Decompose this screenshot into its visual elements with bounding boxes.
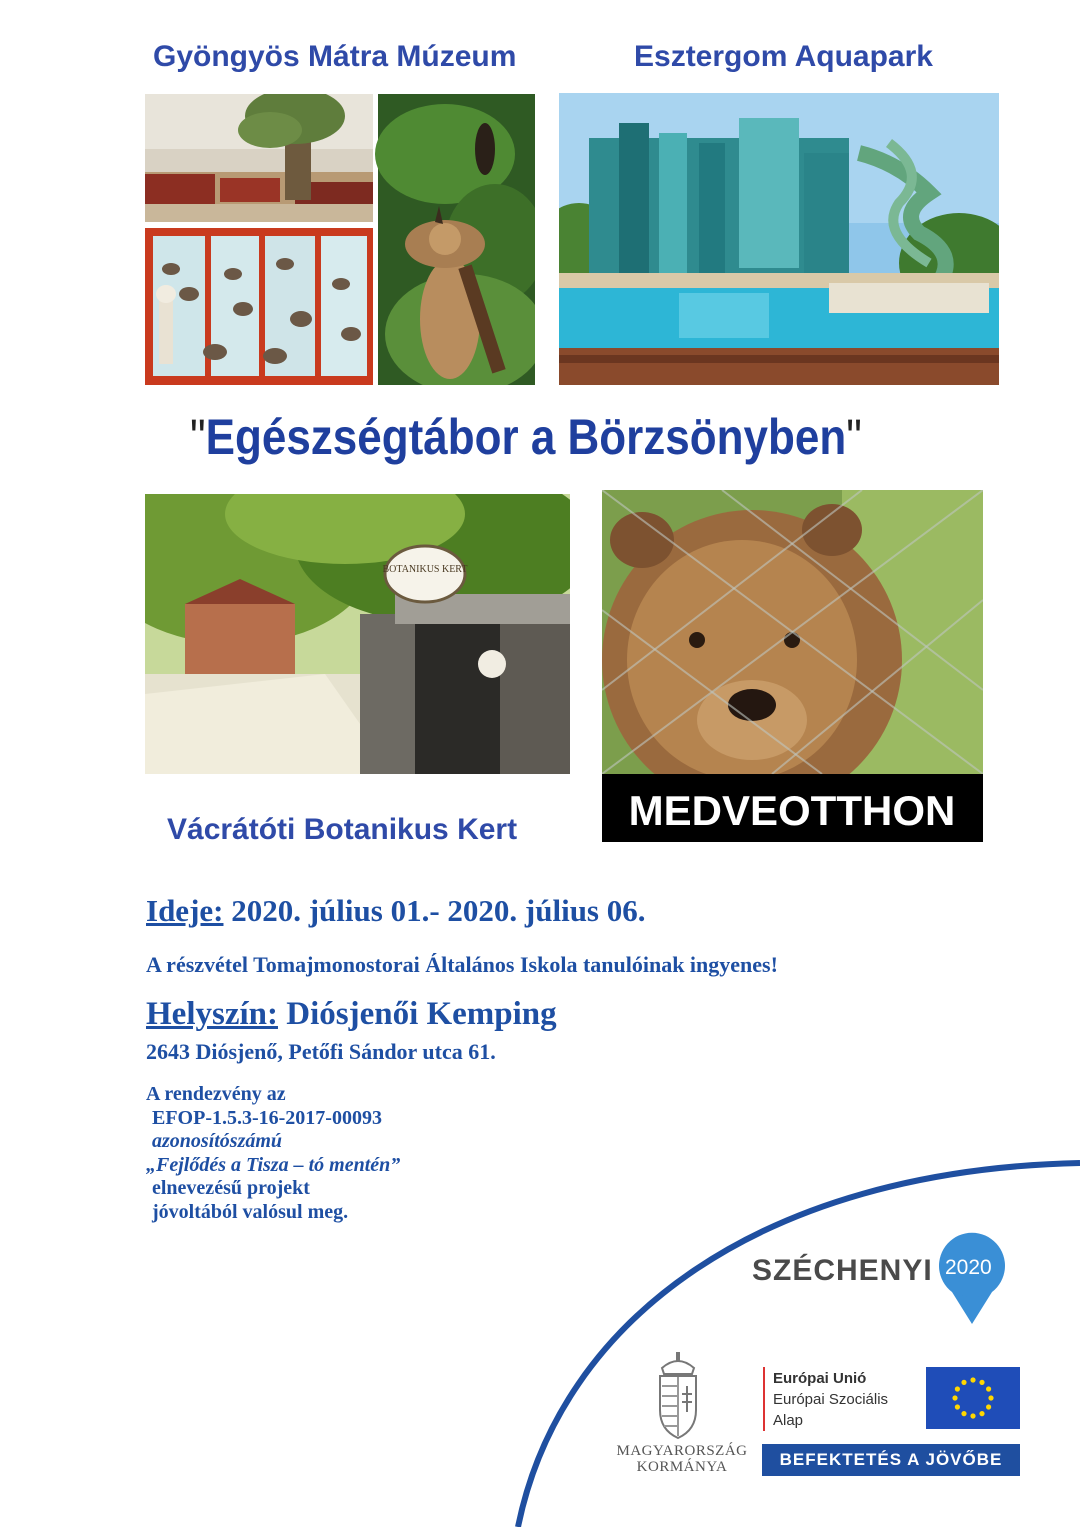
eu-flag-icon (926, 1367, 1020, 1429)
coat-of-arms-icon (652, 1352, 704, 1440)
funding-project-name: „Fejlődés a Tisza – tó mentén” (146, 1153, 401, 1176)
title-open-quote: " (190, 409, 206, 465)
bear-banner-text: MEDVEOTTHON (628, 787, 956, 834)
funding-line-1: A rendezvény az (146, 1083, 286, 1105)
museum-caption: Gyöngyös Mátra Múzeum (153, 40, 517, 73)
aquapark-caption: Esztergom Aquapark (634, 40, 933, 73)
funding-line-3: azonosítószámú (152, 1130, 283, 1152)
eu-line-1: Európai Szociális (773, 1391, 889, 1408)
gov-line-2: KORMÁNYA (636, 1459, 728, 1475)
eu-divider (763, 1367, 765, 1431)
title-text: Egészségtábor a Börzsönyben (205, 409, 847, 465)
date-label: Ideje: (146, 893, 224, 928)
invest-future-banner: BEFEKTETÉS A JÖVŐBE (762, 1444, 1020, 1476)
hungarian-government-logo (616, 1443, 748, 1475)
garden-caption: Vácrátóti Botanikus Kert (167, 813, 518, 846)
szechenyi-year: 2020 (945, 1256, 992, 1279)
funding-line-6: jóvoltából valósul meg. (152, 1200, 349, 1223)
address-text: 2643 Diósjenő, Petőfi Sándor utca 61. (146, 1039, 496, 1064)
eu-line-2: Alap (773, 1412, 804, 1429)
location-value: Diósjenői Kemping (277, 996, 557, 1032)
title-close-quote: " (846, 409, 862, 465)
date-value: 2020. július 01.- 2020. július 06. (223, 893, 646, 928)
location-label: Helyszín: (146, 996, 278, 1032)
szechenyi-text: SZÉCHENYI (752, 1254, 933, 1287)
funding-project-code: EFOP-1.5.3-16-2017-00093 (152, 1106, 382, 1129)
funding-line-5: elnevezésű projekt (152, 1177, 310, 1199)
participation-text: A részvétel Tomajmonostorai Általános Iskola tanulóinak ingyenes! (146, 952, 778, 977)
eu-title: Európai Unió (773, 1370, 867, 1387)
eu-text-block (773, 1368, 888, 1431)
garden-sign-text: BOTANIKUS KERT (382, 564, 468, 575)
gov-line-1: MAGYARORSZÁG (616, 1443, 748, 1459)
